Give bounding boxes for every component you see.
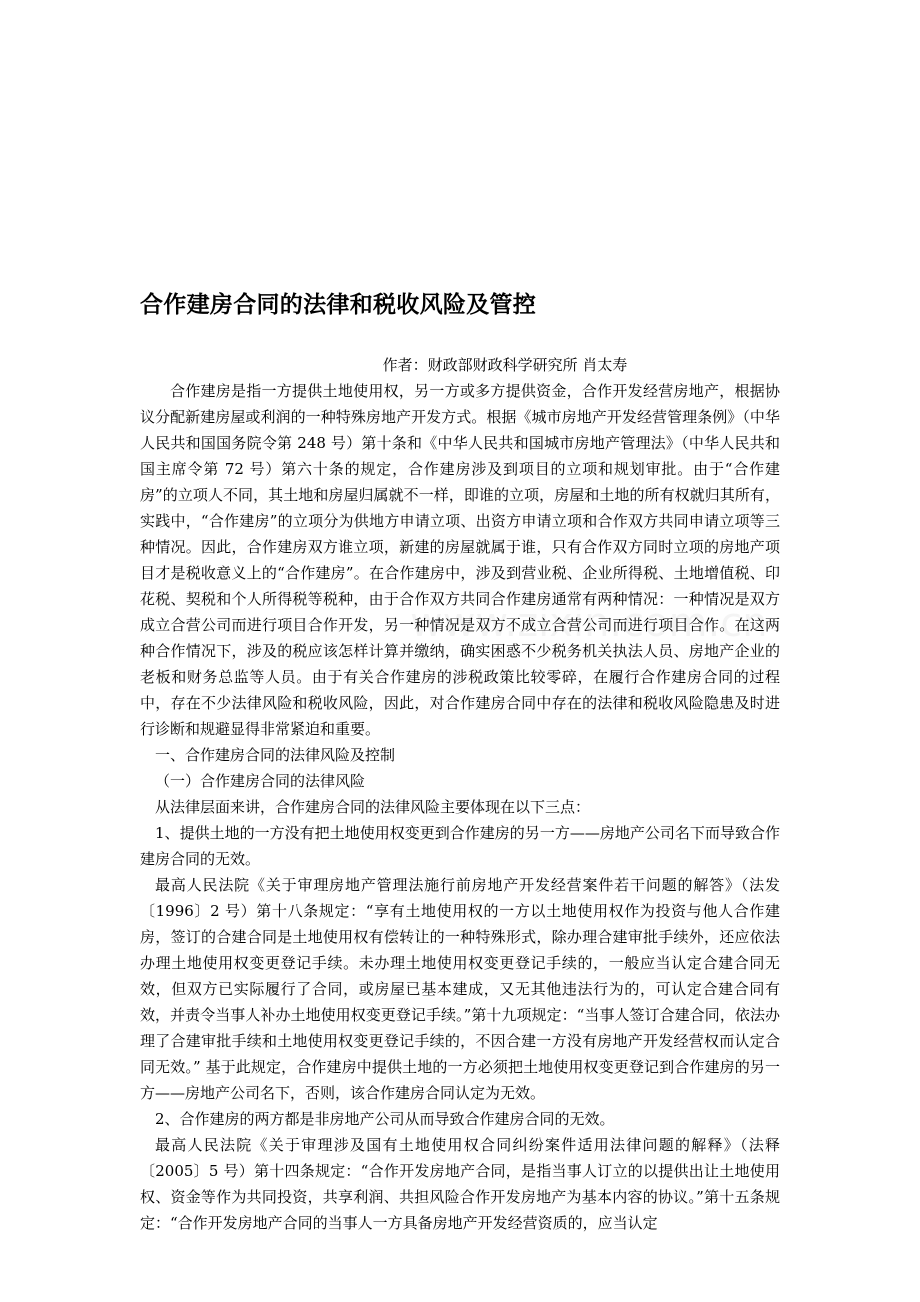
numbered-point-1: 1、提供土地的一方没有把土地使用权变更到合作建房的另一方——房地产公司名下而导致合作建房合同的无效。 [140,824,780,868]
paragraph: 最高人民法院《关于审理房地产管理法施行前房地产开发经营案件若干问题的解答》（法发〔1996〕2 号）第十八条规定：“享有土地使用权的一方以土地使用权作为投资与他人合作建房，签订的合建合同是土地使用权有偿转让的一种特殊形式，除办理合建审批手续外，还应依法办理土地使用权变更登记手续。未办理土地使用权变更登记手续的，一般应当认定合建合同无效，但双方已实际履行了合同，或房屋已基本建成，又无其他违法行为的，可认定合建合同有效，并责令当事人补办土地使用权变更登记手续。”第十九项规定：“当事人签订合建合同，依法办理了合建审批手续和土地使用权变更登记手续的，不因合建一方没有房地产开发经营权而认定合同无效。” 基于此规定，合作建房中提供土地的一方必须把土地使用权变更登记到合作建房的另一方——房地产公司名下，否则，该合作建房合同认定为无效。 [140,876,780,1102]
subsection-heading: （一）合作建房合同的法律风险 [155,772,366,790]
paragraph: 最高人民法院《关于审理涉及国有土地使用权合同纠纷案件适用法律问题的解释》（法释〔2005〕5 号）第十四条规定：“合作开发房地产合同，是指当事人订立的以提供出让土地使用权、资金等作为共同投资，共享利润、共担风险合作开发房地产为基本内容的协议。”第十五条规定：“合作开发房地产合同的当事人一方具备房地产开发经营资质的，应当认定 [140,1136,780,1232]
document-title: 合作建房合同的法律和税收风险及管控 [140,292,537,318]
section-heading: 一、合作建房合同的法律风险及控制 [155,746,396,764]
document-body [140,352,780,1236]
paragraph: 从法律层面来讲，合作建房合同的法律风险主要体现在以下三点： [155,798,591,816]
numbered-point-2: 2、合作建房的两方都是非房地产公司从而导致合作建房合同的无效。 [155,1110,615,1128]
author-line: 作者：财政部财政科学研究所 肖太寿 [382,356,628,374]
intro-paragraph: 合作建房是指一方提供土地使用权，另一方或多方提供资金，合作开发经营房地产，根据协议分配新建房屋或利润的一种特殊房地产开发方式。根据《城市房地产开发经营管理条例》（中华人民共和国国务院令第 248 号）第十条和《中华人民共和国城市房地产管理法》（中华人民共和国主席令第 72 号）第六十条的规定，合作建房涉及到项目的立项和规划审批。由于“合作建房”的立项人不同，其土地和房屋归属就不一样，即谁的立项，房屋和土地的所有权就归其所有，实践中，“合作建房”的立项分为供地方申请立项、出资方申请立项和合作双方共同申请立项等三种情况。因此，合作建房双方谁立项，新建的房屋就属于谁，只有合作双方同时立项的房地产项目才是税收意义上的“合作建房”。在合作建房中，涉及到营业税、企业所得税、土地增值税、印花税、契税和个人所得税等税种，由于合作双方共同合作建房通常有两种情况：一种情况是双方成立合营公司而进行项目合作开发，另一种情况是双方不成立合营公司而进行项目合作。在这两种合作情况下，涉及的税应该怎样计算并缴纳，确实困惑不少税务机关执法人员、房地产企业的老板和财务总监等人员。由于有关合作建房的涉税政策比较零碎，在履行合作建房合同的过程中，存在不少法律风险和税收风险，因此，对合作建房合同中存在的法律和税收风险隐患及时进行诊断和规避显得非常紧迫和重要。 [140,382,780,738]
